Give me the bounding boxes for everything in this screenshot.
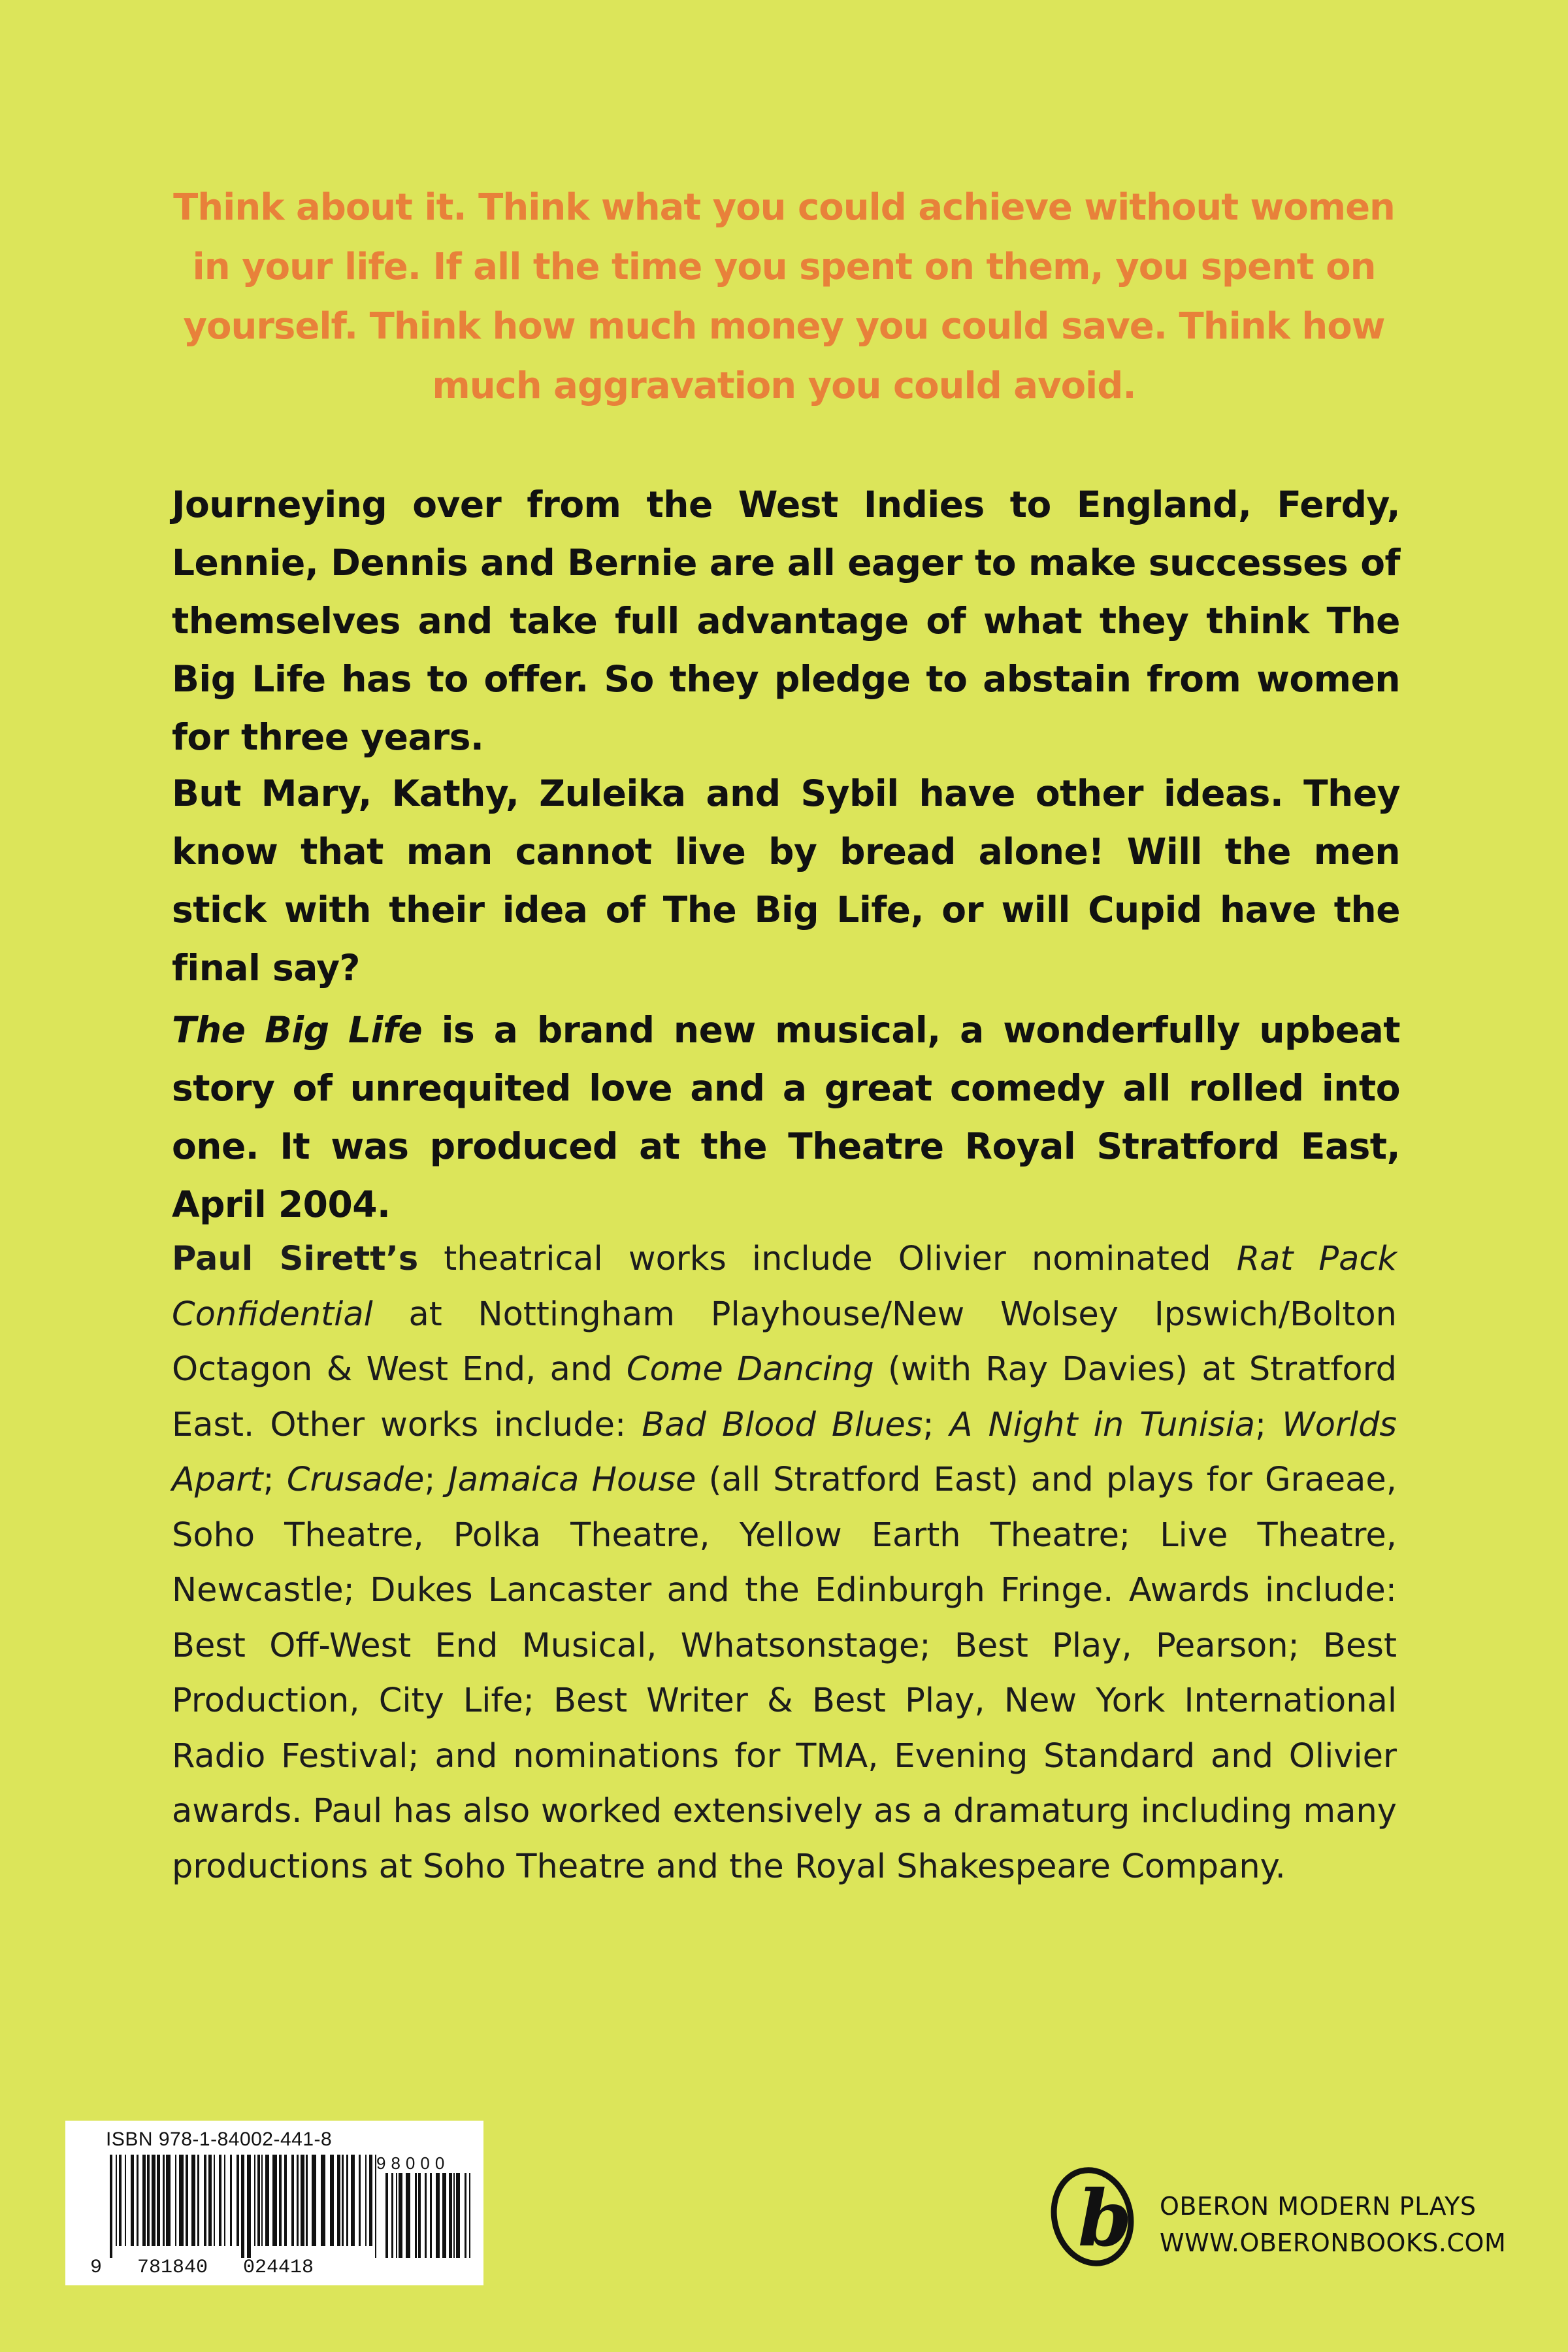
barcode-bar	[261, 2155, 263, 2246]
barcode-bar	[430, 2173, 432, 2258]
barcode-bar	[265, 2155, 269, 2246]
barcode-bar	[337, 2155, 340, 2246]
barcode-bar	[257, 2155, 260, 2246]
bio-work-title: A Night in Tunisia	[949, 1405, 1256, 1444]
barcode-bar	[465, 2173, 466, 2258]
barcode-bar	[224, 2155, 225, 2246]
barcode-bar	[385, 2173, 388, 2258]
barcode-bar	[254, 2155, 255, 2246]
barcode-bar	[208, 2155, 212, 2246]
blurb-paragraph-2: But Mary, Kathy, Zuleika and Sybil have other ideas. They know that man cannot live by bread alone! Will the men stick with their idea of The Big Life, or will Cupid have the final say?	[172, 772, 1400, 989]
barcode-bar	[442, 2173, 446, 2258]
bio-text: ;	[923, 1405, 950, 1444]
oberon-logo-icon	[1045, 2163, 1143, 2268]
barcode-bar	[279, 2155, 282, 2246]
play-title: The Big Life	[172, 1009, 423, 1051]
series-name: OBERON MODERN PLAYS	[1160, 2192, 1477, 2221]
barcode-bar	[219, 2155, 221, 2246]
barcode-bar	[110, 2155, 112, 2258]
barcode-bar	[415, 2173, 417, 2258]
barcode-bar	[391, 2173, 393, 2258]
barcode-bar	[247, 2155, 251, 2258]
bio-work-title: Bad Blood Blues	[642, 1405, 923, 1444]
bio-work-title: Worlds Apart	[172, 1405, 1397, 1499]
barcode-bar	[396, 2173, 397, 2258]
barcode-bar	[163, 2155, 165, 2246]
barcode-bar	[116, 2155, 117, 2246]
isbn-label: ISBN 978-1-84002-441-8	[106, 2128, 333, 2150]
barcode-bar	[359, 2155, 361, 2246]
barcode-bar	[142, 2155, 146, 2246]
barcode-bar	[418, 2173, 421, 2258]
publisher-website[interactable]: WWW.OBERONBOOKS.COM	[1160, 2228, 1507, 2257]
publisher-info	[1160, 2188, 1506, 2261]
barcode-bar	[453, 2173, 455, 2258]
barcode-bar	[301, 2155, 304, 2246]
barcode-digits: 9 781840 024418	[90, 2257, 314, 2279]
barcode-bar	[191, 2155, 195, 2246]
pull-quote: Think about it. Think what you could achieve without women in your life. If all the time you spent on them, you spent on yourself. Think how much money you could save. Think how much aggravation you could avoid.	[173, 186, 1395, 407]
bio-text: ;	[263, 1461, 287, 1499]
barcode-addon-bars	[385, 2173, 470, 2258]
bio-work-title: Crusade	[286, 1461, 425, 1499]
barcode-bar	[284, 2155, 287, 2246]
barcode-bar	[312, 2155, 316, 2246]
barcode-bar	[237, 2155, 239, 2246]
barcode-bar	[342, 2155, 344, 2246]
barcode-bar	[166, 2155, 171, 2246]
barcode-bar	[449, 2173, 452, 2258]
bio-text: at Nottingham Playhouse/New Wolsey Ipswich/Bolton Octagon & West End, and	[172, 1295, 1397, 1389]
barcode-bar	[152, 2155, 155, 2246]
bio-work-title: Jamaica House	[448, 1461, 696, 1499]
barcode-bar	[406, 2173, 410, 2258]
barcode-bar	[204, 2155, 206, 2246]
barcode-bar	[137, 2155, 139, 2246]
bio-work-title: Rat Pack Confidential	[172, 1240, 1397, 1334]
bio-text: ;	[424, 1461, 448, 1499]
barcode-bar	[214, 2155, 215, 2246]
barcode-bars	[110, 2155, 379, 2258]
barcode-bar	[131, 2155, 134, 2246]
blurb-paragraph-3-text: is a brand new musical, a wonderfully upbeat story of unrequited love and a great comedy all rolled into one. It was produced at the Theatre Royal Stratford East, April 2004.	[172, 1009, 1401, 1225]
barcode-bar	[351, 2155, 355, 2246]
barcode-bar	[399, 2173, 402, 2258]
barcode-bar	[179, 2155, 184, 2246]
barcode-bar	[291, 2155, 294, 2246]
barcode-addon-digits: 98000	[376, 2153, 450, 2173]
bio-text: theatrical works include Olivier nominated	[418, 1240, 1237, 1278]
blurb-paragraph-1: Journeying over from the West Indies to England, Ferdy, Lennie, Dennis and Bernie are all eager to make successes of themselves and take full advantage of what they think The Big Life has to offer. So they pledge to abstain from women for three years.	[172, 484, 1400, 758]
barcode-bar	[125, 2155, 126, 2246]
author-name: Paul Sirett’s	[172, 1240, 419, 1278]
isbn-barcode	[65, 2121, 483, 2285]
barcode-bar	[241, 2155, 244, 2258]
barcode-bar	[186, 2155, 188, 2246]
barcode-bar	[272, 2155, 277, 2246]
barcode-bar	[436, 2173, 440, 2258]
barcode-bar	[456, 2173, 460, 2258]
barcode-bar	[365, 2155, 367, 2246]
logo-glyph: b	[1078, 2173, 1132, 2264]
barcode-bar	[425, 2173, 427, 2258]
bio-work-title: Come Dancing	[626, 1350, 874, 1389]
barcode-bar	[321, 2155, 325, 2246]
barcode-bar	[369, 2155, 372, 2246]
barcode-bar	[330, 2155, 334, 2246]
barcode-bar	[346, 2155, 348, 2246]
barcode-bar	[197, 2155, 199, 2246]
barcode-bar	[175, 2155, 176, 2246]
barcode-bar	[230, 2155, 232, 2246]
bio-text: (all Stratford East) and plays for Graeae, Soho Theatre, Polka Theatre, Yellow Earth Theatre; Live Theatre, Newcastle; Dukes Lancaster and the Edinburgh Fringe. Awards include: Best Off-West End Musical, Whatsonstage; Best Play, Pearson; Best Production, City Life; Best Writer & Best Play, New York International Radio Festival; and nominations for TMA, Evening Standard and Olivier awards. Paul has also worked extensively as a dramaturg including many productions at Soho Theatre and the Royal Shakespeare Company.	[172, 1461, 1397, 1886]
bio-text: (with Ray Davies) at Stratford East. Other works include:	[172, 1350, 1397, 1444]
barcode-bar	[469, 2173, 470, 2258]
barcode-bar	[297, 2155, 299, 2246]
barcode-bar	[157, 2155, 160, 2246]
author-bio	[172, 1232, 1397, 1895]
bio-text: ;	[1255, 1405, 1282, 1444]
barcode-bar	[119, 2155, 122, 2246]
barcode-bar	[306, 2155, 308, 2246]
blurb-paragraph-3	[172, 1001, 1400, 1234]
barcode-bar	[147, 2155, 150, 2246]
